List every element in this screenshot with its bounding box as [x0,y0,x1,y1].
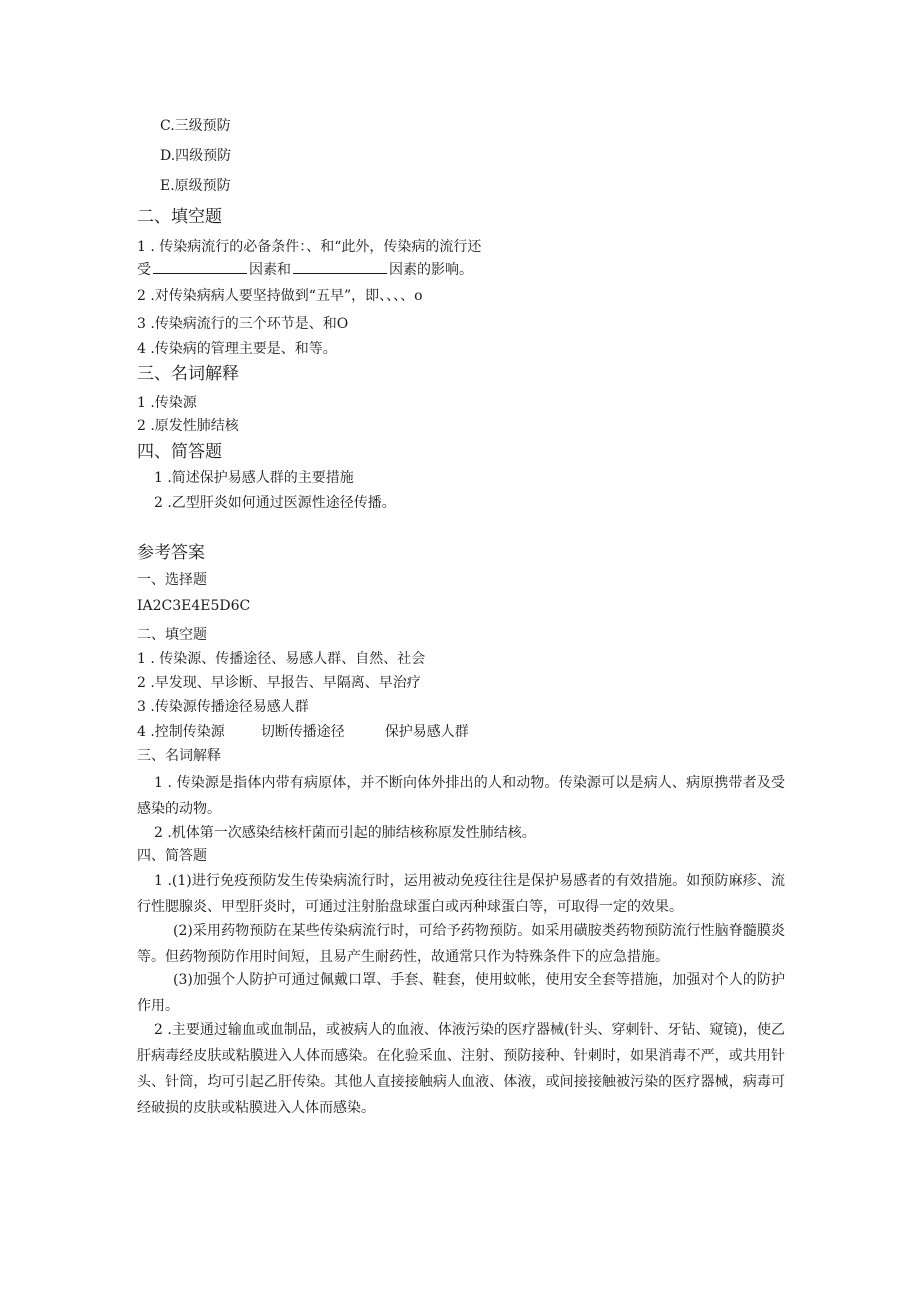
answers-fill-2: 2 .早发现、早诊断、早报告、早隔离、早治疗 [137,675,421,691]
short-heading: 四、简答题 [137,442,222,462]
blank-line [153,261,247,274]
terms-heading: 三、名词解释 [137,364,239,384]
answers-fill-3: 3 .传染源传播途径易感人群 [137,699,309,715]
answers-short-2: 2 .主要通过输血或血制品，或被病人的血液、体液污染的医疗器械(针头、穿刺针、牙钻、窥镜)，使乙肝病毒经皮肤或粘膜进入人体而感染。在化验采血、注射、预防接种、针刺时，如果消毒不严，或共用针头、针筒，均可引起乙肝传染。其他人直接接触病人血液、体液，或间接接触被污染的医疗器械，病毒可经破损的皮肤或粘膜进入人体而感染。 [137,1022,785,1116]
terms-question-1: 1 .传染源 [137,395,197,411]
option-e: E.原级预防 [160,178,231,194]
answers-heading: 参考答案 [137,543,205,563]
short-question-2: 2 .乙型肝炎如何通过医源性途径传播。 [154,495,396,511]
fill-heading: 二、填空题 [137,207,222,227]
answers-fill-4-part-3: 保护易感人群 [384,724,469,740]
answers-short-heading: 四、简答题 [137,848,207,864]
answers-short-1-paragraph-1: 1 .(1)进行免疫预防发生传染病流行时，运用被动免疫往往是保护易感者的有效措施。如预防麻疹、流行性腮腺炎、甲型肝炎时，可通过注射胎盘球蛋白或丙种球蛋白等，可取得一定的效果。 [137,873,785,915]
answers-fill-4-part-2: 切断传播途径 [260,724,345,740]
fill-q1-suffix: 因素的影响。 [389,262,473,278]
fill-q1-middle: 因素和 [249,262,291,278]
fill-question-3: 3 .传染病流行的三个环节是、和O [137,316,349,332]
fill-question-2: 2 .对传染病病人要坚持做到“五早”，即、、、、o [137,288,423,304]
answers-choice-heading: 一、选择题 [137,572,207,588]
answers-fill-4-part-1: 4 .控制传染源 [137,724,225,740]
fill-question-1-line-2 [137,260,473,280]
answers-choice-list: IA2C3E4E5D6C [137,598,251,614]
answers-fill-1: 1 . 传染源、传播途径、易感人群、自然、社会 [137,651,426,667]
option-c: C.三级预防 [160,118,231,134]
fill-question-4: 4 .传染病的管理主要是、和等。 [137,341,337,357]
blank-line [293,261,387,274]
answers-term-2: 2 .机体第一次感染结核杆菌而引起的肺结核称原发性肺结核。 [154,825,536,841]
answers-term-1: 1 . 传染源是指体内带有病原体，并不断向体外排出的人和动物。传染源可以是病人、病原携带者及受感染的动物。 [137,775,785,817]
answers-terms-heading: 三、名词解释 [137,748,221,764]
option-d: D.四级预防 [160,148,232,164]
answers-short-1-paragraph-3: (3)加强个人防护可通过佩戴口罩、手套、鞋套，使用蚊帐，使用安全套等措施，加强对个人的防护作用。 [137,972,785,1014]
answers-fill-4 [137,722,469,742]
terms-question-2: 2 .原发性肺结核 [137,418,239,434]
short-question-1: 1 .简述保护易感人群的主要措施 [154,470,354,486]
answers-short-1-paragraph-2: (2)采用药物预防在某些传染病流行时，可给予药物预防。如采用磺胺类药物预防流行性脑脊髓膜炎等。但药物预防作用时间短，且易产生耐药性，故通常只作为特殊条件下的应急措施。 [137,923,785,965]
answers-fill-heading: 二、填空题 [137,627,207,643]
fill-question-1-line-1: 1 . 传染病流行的必备条件：、和“此外，传染病的流行还 [137,239,482,255]
fill-q1-prefix: 受 [137,262,151,278]
